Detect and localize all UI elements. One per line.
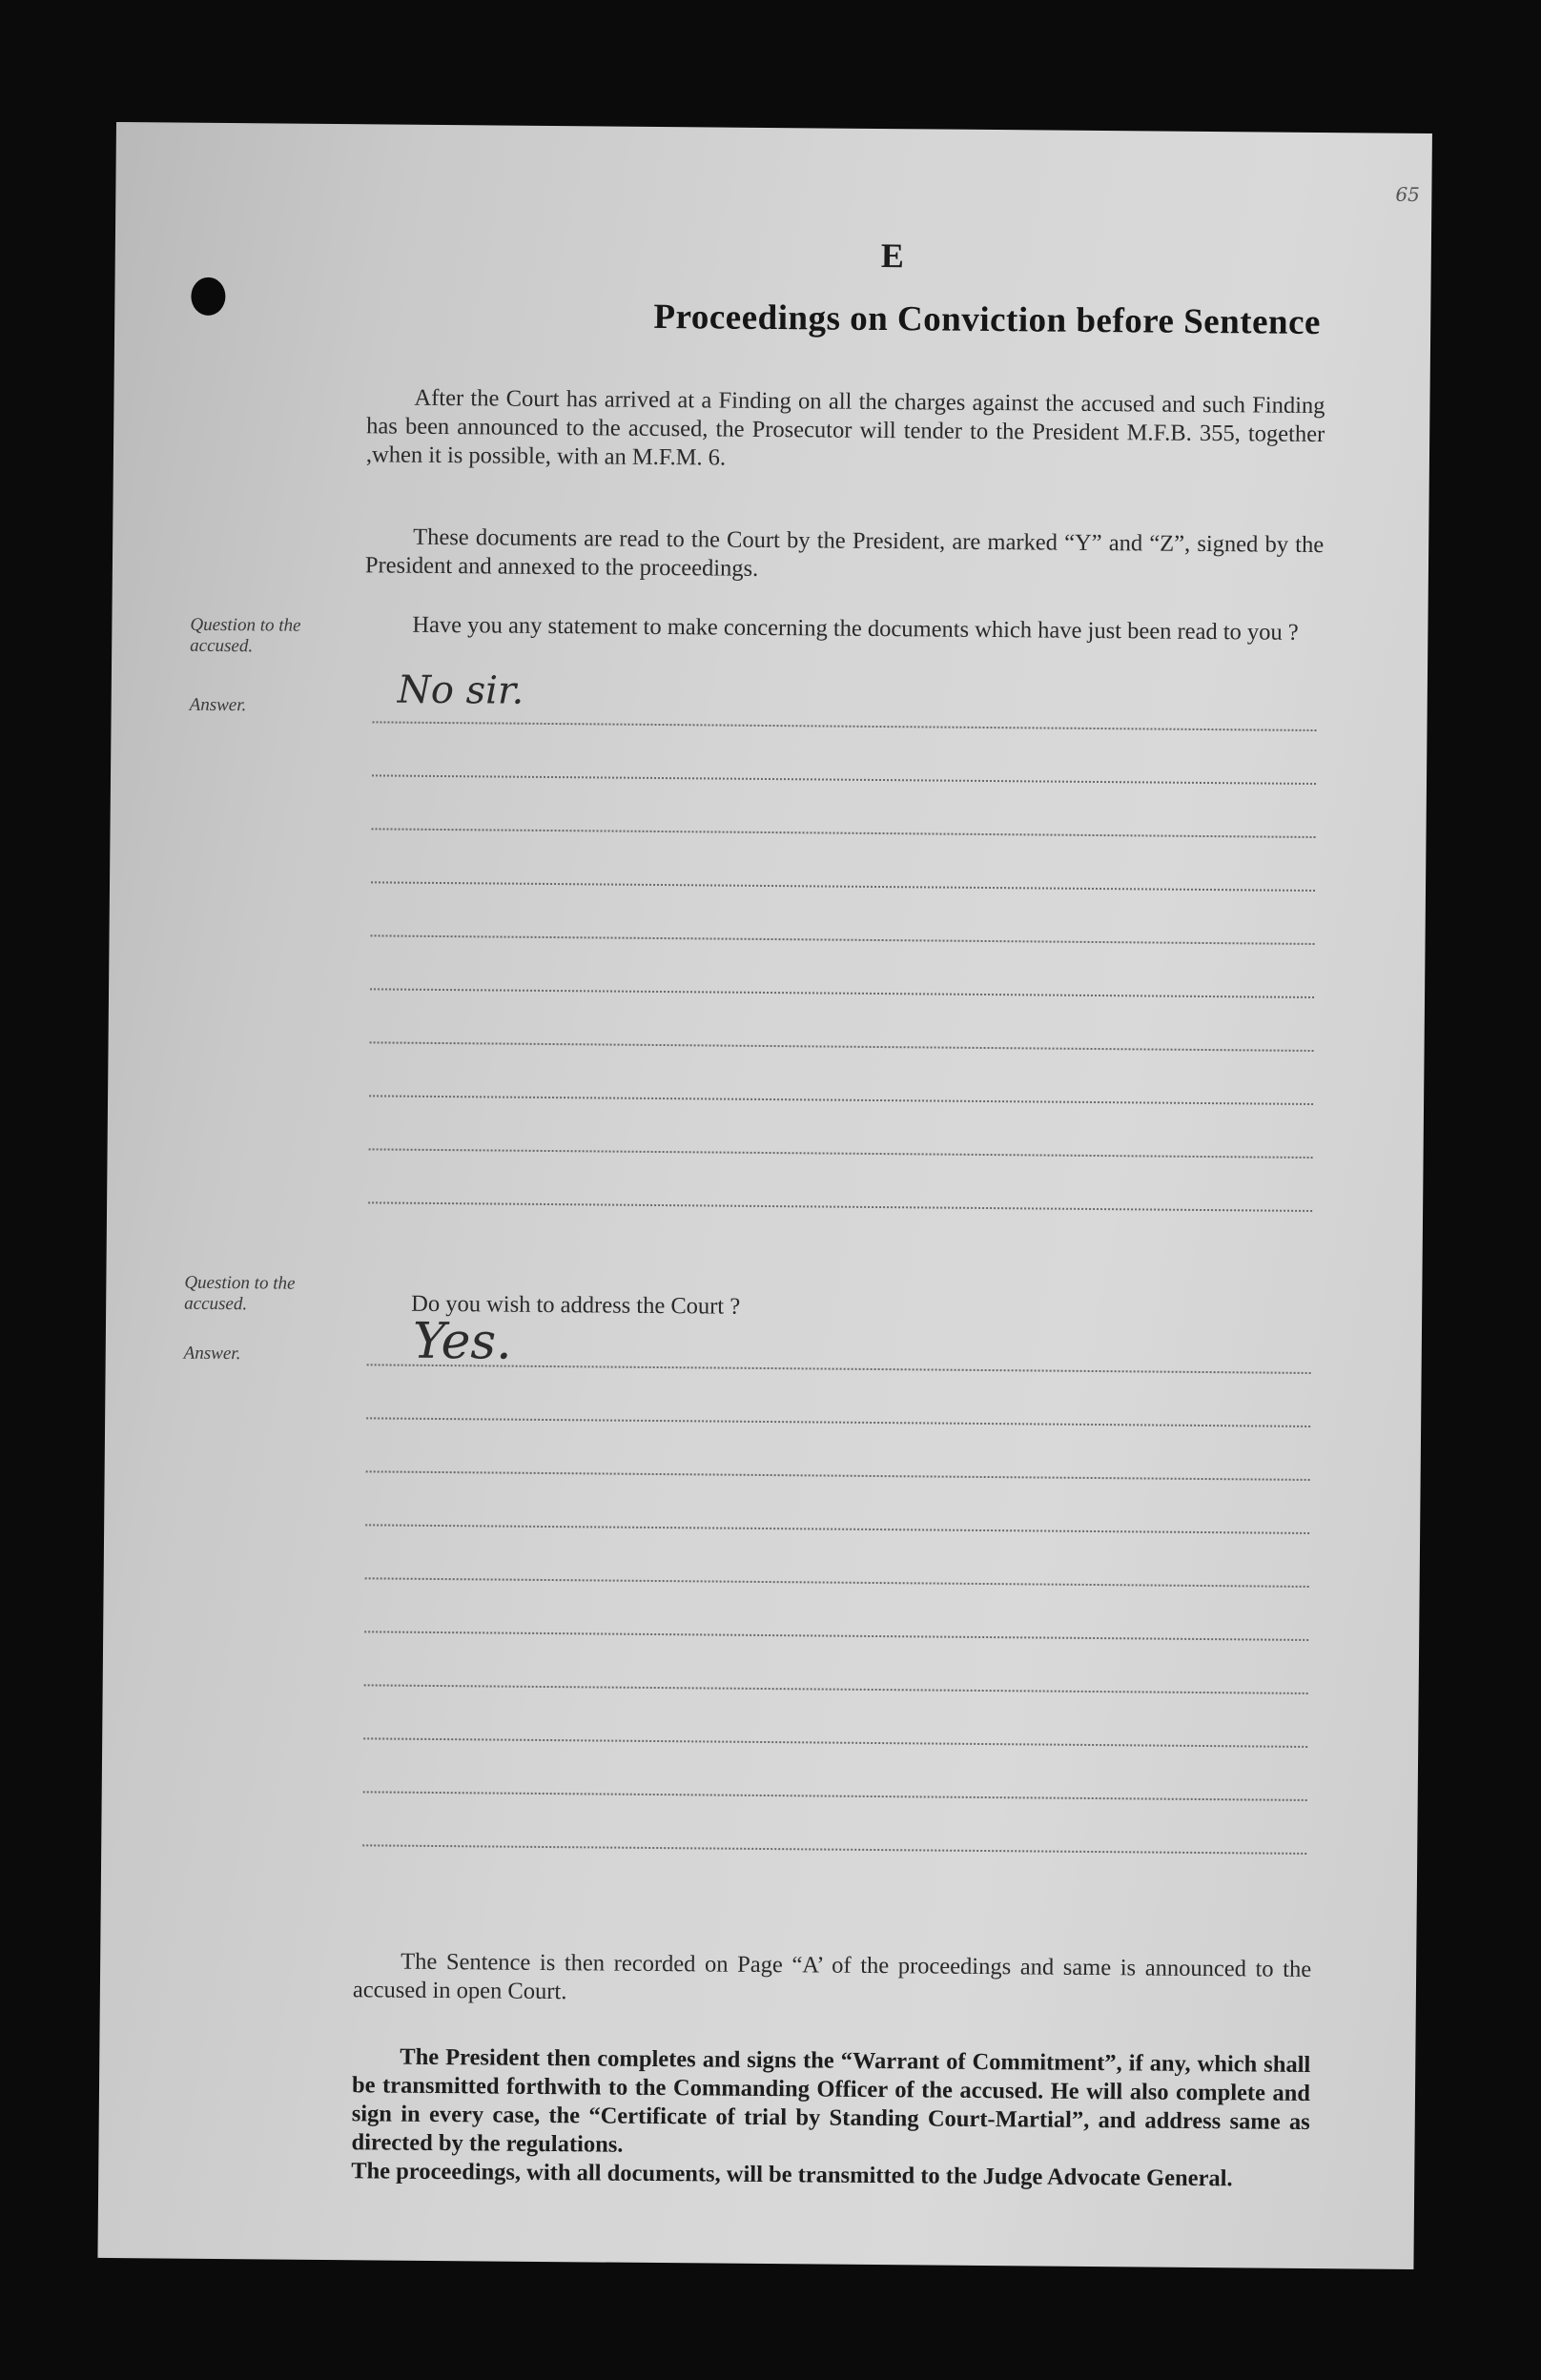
question-2-margin-label: Question to the accused. [184, 1272, 296, 1315]
question-1-text: Have you any statement to make concerning the documents which have just been read to you ? [412, 611, 1299, 646]
answer-2-line [366, 1470, 1310, 1481]
closing-paragraph-1: The Sentence is then recorded on Page “A’ of the proceedings and same is announced to the accused in open Court. [352, 1948, 1312, 2005]
intro-paragraph-1: After the Court has arrived at a Finding on all the charges against the accused and such Finding has been announced to the accused, the Prosecutor will tender to the President M.F.B. 355, together ,when it is possible, with an M.F.M. 6. [365, 384, 1325, 471]
closing-paragraph-3: The proceedings, with all documents, will be transmitted to the Judge Advocate General. [351, 2158, 1233, 2192]
answer-1-line [372, 774, 1316, 785]
answer-1-line [371, 881, 1315, 892]
punch-hole [191, 277, 225, 316]
answer-2-handwriting: Yes. [412, 1312, 512, 1371]
answer-1-line [373, 721, 1317, 731]
answer-2-line [363, 1791, 1307, 1801]
form-page [97, 122, 1431, 2269]
answer-2-line [366, 1417, 1310, 1427]
answer-1-line [369, 1148, 1313, 1159]
page-number: 65 [1395, 182, 1420, 206]
answer-1-line [370, 1041, 1314, 1052]
question-2-text: Do you wish to address the Court ? [411, 1290, 741, 1320]
answer-2-line [365, 1577, 1309, 1588]
answer-2-line [363, 1737, 1307, 1748]
answer-1-handwriting: No sir. [397, 667, 524, 713]
answer-1-line [371, 934, 1315, 945]
answer-1-line [372, 828, 1316, 838]
answer-1-label: Answer. [189, 694, 247, 716]
section-letter: E [880, 236, 904, 276]
page-title: Proceedings on Conviction before Sentence [653, 297, 1322, 343]
intro-paragraph-2: These documents are read to the Court by the President, are marked “Y” and “Z”, signed by the President and annexed to the proceedings. [364, 523, 1325, 582]
answer-1-line [368, 1201, 1312, 1212]
answer-2-line [364, 1631, 1308, 1641]
answer-1-line [370, 988, 1314, 998]
answer-1-line [369, 1095, 1313, 1105]
answer-2-label: Answer. [183, 1343, 241, 1364]
answer-2-line [365, 1524, 1309, 1534]
closing-paragraph-2: The President then completes and signs the “Warrant of Commitment”, if any, which shall be transmitted forthwith to the Commanding Officer of the accused. He will also complete and sign in every case, the “Certificate of trial by Standing Court-Martial”, and address same as directed by the regulations. [351, 2043, 1311, 2158]
answer-2-line [364, 1684, 1308, 1694]
answer-2-line [362, 1844, 1306, 1855]
question-1-margin-label: Question to the accused. [190, 614, 301, 657]
